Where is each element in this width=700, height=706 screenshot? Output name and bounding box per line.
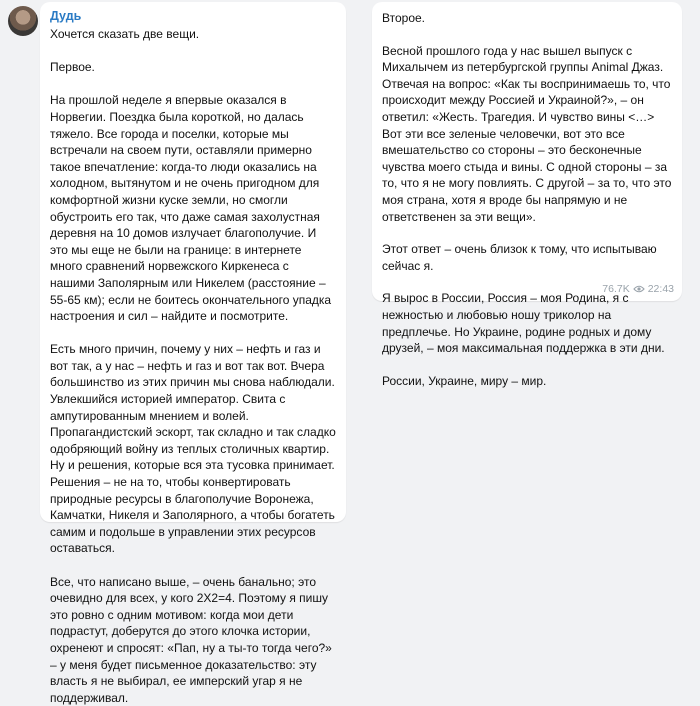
view-count: 76.7K — [602, 283, 630, 295]
message-paragraph: Хочется сказать две вещи. — [50, 27, 200, 41]
message-bubble-right — [372, 2, 682, 388]
message-paragraph: Этот ответ – очень близок к тому, что испытываю сейчас я. — [382, 242, 660, 273]
message-paragraph: Я вырос в России, Россия – моя Родина, я с нежностью и любовью ношу триколор на предплечье. Но Украине, родине родных и дому друзей, – моя максимальная поддержка в эти дни. — [382, 291, 665, 356]
message-paragraph: Первое. — [50, 60, 95, 75]
message-paragraph: Есть много причин, почему у них – нефть и газ и вот так, а у нас – нефть и газ и вот так вот. Вчера большинство из этих причин мы снова наблюдали. Увлекшийся историей император. Свита с ампутированным мнением и волей. Пропагандистский эскорт, так складно и так сладко одобряющий войну из теплых столичных квартир. Ну и решения, которые вся эта тусовка принимает. Решения – не на то, чтобы конвертировать природные ресурсы в благополучие Воронежа, Камчатки, Никеля и Заполярного, а чтобы богатеть самим и подольше в управлении этих ресурсов оставаться. — [50, 342, 340, 556]
message-paragraph: Весной прошлого года у нас вышел выпуск с Михалычем из петербургской группы Animal Джаз. Отвечая на вопрос: «Как ты воспринимаешь то, что происходит между Россией и Украиной?», – он ответил: «Жесть. Трагедия. И чувство вины <…> Вот эти все зеленые человечки, вот это все вмешательство со стороны – это бесконечные чувства моего стыда и вины. С одной стороны – за то, что я не могу повлиять. С другой – за то, что это моя страна, хотя я вроде бы напрямую и не ответственен за эти вещи». — [382, 43, 675, 224]
avatar[interactable] — [8, 6, 38, 36]
message-paragraph: На прошлой неделе я впервые оказался в Норвегии. Поездка была короткой, но далась тяжело. Все города и поселки, которые мы встречали на своем пути, оставляли примерно такое впечатление: когда-то люди оказались на холодном, вытянутом и не очень пригодном для комфортной жизни куске земли, но смогли обустроить его так, что даже самая захолустная деревня на 10 домов излучает благополучие. И это мы еще не были на границе: в интернете много сравнений норвежского Киркенеса с нашими Заполярным или Никелем (расстояние – 55-65 км); если не боитесь окончательного упадка настроения и сил – найдите и посмотрите. — [50, 93, 335, 324]
message-meta — [602, 283, 674, 295]
message-bubble-left — [40, 2, 346, 705]
eye-icon — [633, 285, 645, 293]
message-paragraph: Все, что написано выше, – очень банально; это очевидно для всех, у кого 2Х2=4. Поэтому я пишу это ровно с одним мотивом: когда мои дети подрастут, доберутся до этого клочка истории, охренеют и спросят: «Пап, ну а ты-то тогда чего?» – у меня будет письменное доказательство: эту власть я не выбирал, ее имперский угар я не поддерживал. — [50, 574, 336, 705]
message-time: 22:43 — [647, 283, 674, 295]
sender-name[interactable]: Дудь — [50, 9, 82, 23]
message-paragraph: России, Украине, миру – мир. — [382, 373, 547, 388]
message-paragraph: Второе. — [382, 11, 425, 25]
